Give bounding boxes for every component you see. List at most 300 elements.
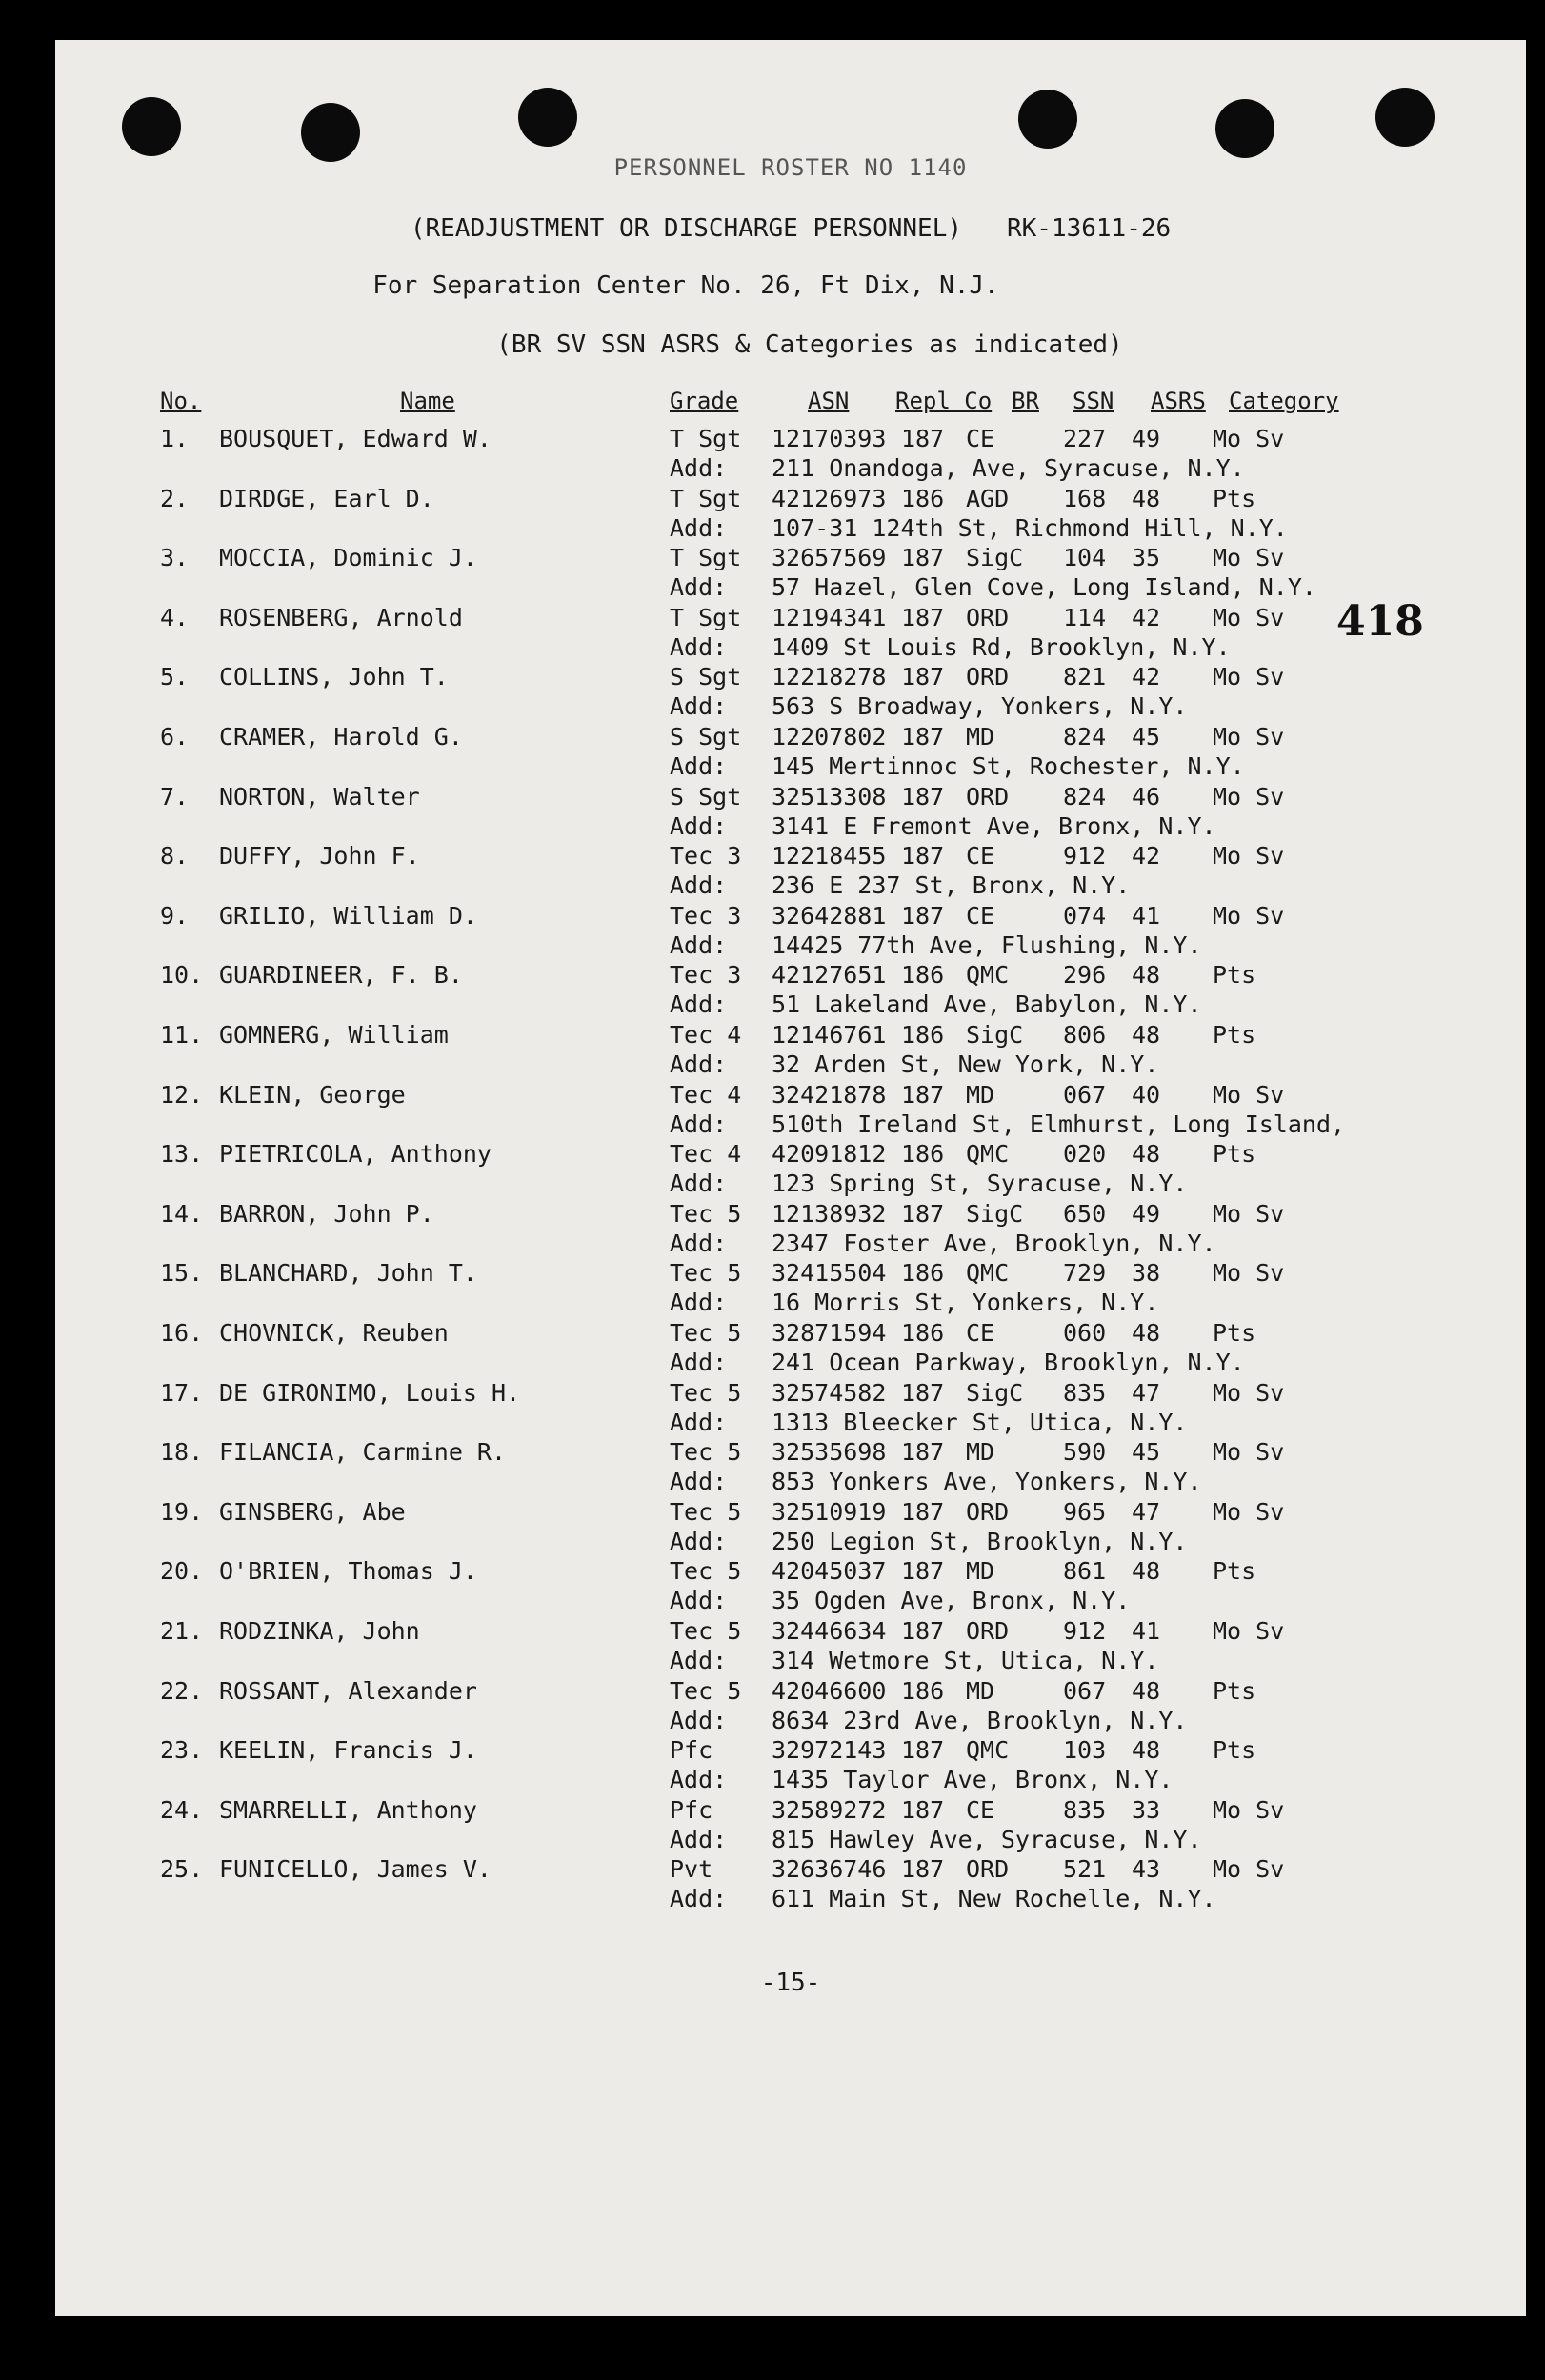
entry-asrs: 48 bbox=[1132, 1557, 1161, 1586]
entry-repl-co: 187 bbox=[901, 663, 945, 691]
entry-branch: CE bbox=[966, 1795, 995, 1824]
entry-address-label: Add: bbox=[670, 1050, 728, 1078]
entry-category: Mo Sv bbox=[1213, 1378, 1285, 1407]
entry-asn: 32510919 bbox=[772, 1497, 887, 1526]
entry-repl-co: 187 bbox=[901, 782, 945, 810]
entry-asrs: 48 bbox=[1132, 961, 1161, 990]
entry-address-label: Add: bbox=[670, 1766, 728, 1794]
list-item bbox=[55, 1199, 1526, 1258]
entry-repl-co: 187 bbox=[901, 1736, 945, 1765]
entry-asn: 32657569 bbox=[772, 544, 887, 572]
entry-repl-co: 187 bbox=[901, 1080, 945, 1109]
list-item bbox=[55, 603, 1526, 662]
entry-branch: CE bbox=[966, 1319, 995, 1347]
entry-address: 1313 Bleecker St, Utica, N.Y. bbox=[772, 1408, 1188, 1436]
entry-category: Pts bbox=[1213, 1676, 1256, 1705]
entry-asn: 32535698 bbox=[772, 1438, 887, 1467]
entry-number: 9. bbox=[160, 901, 190, 930]
entry-number: 21. bbox=[160, 1617, 204, 1645]
punch-hole bbox=[518, 88, 577, 147]
entry-grade: Tec 5 bbox=[670, 1378, 742, 1407]
entry-ssn: 020 bbox=[1063, 1140, 1107, 1169]
entry-asn: 42091812 bbox=[772, 1140, 887, 1169]
entry-ssn: 965 bbox=[1063, 1497, 1107, 1526]
entry-address: 145 Mertinnoc St, Rochester, N.Y. bbox=[772, 752, 1245, 780]
entry-asrs: 35 bbox=[1132, 544, 1161, 572]
entry-category: Mo Sv bbox=[1213, 1438, 1285, 1467]
roster-page bbox=[55, 40, 1526, 2316]
entry-number: 1. bbox=[160, 425, 190, 452]
entry-branch: SigC bbox=[966, 1199, 1024, 1228]
entry-ssn: 835 bbox=[1063, 1795, 1107, 1824]
entry-grade: Tec 4 bbox=[670, 1140, 742, 1169]
entry-address: 51 Lakeland Ave, Babylon, N.Y. bbox=[772, 990, 1202, 1019]
entry-name: CRAMER, Harold G. bbox=[219, 723, 463, 750]
entry-number: 10. bbox=[160, 961, 204, 990]
entry-repl-co: 187 bbox=[901, 544, 945, 572]
entry-name: CHOVNICK, Reuben bbox=[219, 1319, 449, 1347]
entry-branch: ORD bbox=[966, 1855, 1010, 1884]
list-item bbox=[55, 543, 1526, 602]
col-asrs: ASRS bbox=[1151, 388, 1206, 414]
entry-address-label: Add: bbox=[670, 1349, 728, 1376]
entry-asn: 12218455 bbox=[772, 842, 887, 870]
entry-asn: 12194341 bbox=[772, 603, 887, 631]
entry-name: BARRON, John P. bbox=[219, 1199, 434, 1228]
entry-address: 236 E 237 St, Bronx, N.Y. bbox=[772, 871, 1131, 900]
entry-grade: Tec 5 bbox=[670, 1199, 742, 1228]
entry-repl-co: 186 bbox=[901, 1140, 945, 1169]
entry-address: 853 Yonkers Ave, Yonkers, N.Y. bbox=[772, 1468, 1202, 1496]
entry-asrs: 49 bbox=[1132, 425, 1161, 452]
entry-branch: SigC bbox=[966, 544, 1024, 572]
entry-grade: S Sgt bbox=[670, 663, 742, 691]
entry-number: 14. bbox=[160, 1199, 204, 1228]
entry-ssn: 168 bbox=[1063, 484, 1107, 512]
entry-category: Mo Sv bbox=[1213, 544, 1285, 572]
entry-grade: Tec 5 bbox=[670, 1676, 742, 1705]
entry-address: 32 Arden St, New York, N.Y. bbox=[772, 1050, 1159, 1078]
entry-address-label: Add: bbox=[670, 1587, 728, 1615]
entry-number: 5. bbox=[160, 663, 190, 691]
stamp-number: 418 bbox=[1336, 597, 1424, 646]
entry-asrs: 45 bbox=[1132, 723, 1161, 750]
entry-branch: ORD bbox=[966, 663, 1010, 691]
entry-name: COLLINS, John T. bbox=[219, 663, 449, 691]
entry-number: 18. bbox=[160, 1438, 204, 1467]
entry-asrs: 41 bbox=[1132, 1617, 1161, 1645]
entry-repl-co: 187 bbox=[901, 425, 945, 452]
entry-address: 314 Wetmore St, Utica, N.Y. bbox=[772, 1647, 1159, 1674]
entry-branch: ORD bbox=[966, 1617, 1010, 1645]
list-item bbox=[55, 1854, 1526, 1913]
list-item bbox=[55, 1139, 1526, 1198]
entry-ssn: 824 bbox=[1063, 723, 1107, 750]
entry-category: Mo Sv bbox=[1213, 1617, 1285, 1645]
entry-category: Mo Sv bbox=[1213, 603, 1285, 631]
entry-repl-co: 187 bbox=[901, 1557, 945, 1586]
entry-grade: Tec 3 bbox=[670, 842, 742, 870]
col-name: Name bbox=[400, 388, 455, 414]
list-item bbox=[55, 841, 1526, 900]
entry-branch: MD bbox=[966, 1080, 995, 1109]
entry-ssn: 060 bbox=[1063, 1319, 1107, 1347]
entry-address-label: Add: bbox=[670, 1468, 728, 1496]
entry-name: GOMNERG, William bbox=[219, 1021, 449, 1049]
entry-category: Pts bbox=[1213, 1736, 1256, 1765]
list-item bbox=[55, 424, 1526, 483]
entry-category: Mo Sv bbox=[1213, 425, 1285, 452]
col-ssn: SSN bbox=[1073, 388, 1114, 414]
entry-asrs: 48 bbox=[1132, 1140, 1161, 1169]
entry-name: GUARDINEER, F. B. bbox=[219, 961, 463, 990]
subtitle-line bbox=[55, 214, 1526, 243]
entry-number: 23. bbox=[160, 1736, 204, 1765]
entry-name: DUFFY, John F. bbox=[219, 842, 420, 870]
entry-branch: MD bbox=[966, 1438, 995, 1467]
entry-repl-co: 187 bbox=[901, 1199, 945, 1228]
entry-grade: Pfc bbox=[670, 1795, 713, 1824]
entry-asn: 32589272 bbox=[772, 1795, 887, 1824]
entry-asrs: 42 bbox=[1132, 603, 1161, 631]
entry-grade: Tec 5 bbox=[670, 1319, 742, 1347]
entry-branch: QMC bbox=[966, 1140, 1010, 1169]
entry-name: RODZINKA, John bbox=[219, 1617, 420, 1645]
entry-asn: 42127651 bbox=[772, 961, 887, 990]
entry-ssn: 104 bbox=[1063, 544, 1107, 572]
list-item bbox=[55, 782, 1526, 841]
entry-category: Mo Sv bbox=[1213, 663, 1285, 691]
roster-code: RK-13611-26 bbox=[1006, 214, 1172, 243]
entry-branch: AGD bbox=[966, 484, 1010, 512]
entry-ssn: 103 bbox=[1063, 1736, 1107, 1765]
list-item bbox=[55, 1497, 1526, 1556]
entry-address-label: Add: bbox=[670, 1885, 728, 1913]
entry-asn: 32574582 bbox=[772, 1378, 887, 1407]
entry-asn: 32513308 bbox=[772, 782, 887, 810]
entry-category: Mo Sv bbox=[1213, 1855, 1285, 1884]
entry-repl-co: 187 bbox=[901, 1795, 945, 1824]
entry-number: 15. bbox=[160, 1259, 204, 1288]
entry-ssn: 521 bbox=[1063, 1855, 1107, 1884]
entry-address-label: Add: bbox=[670, 1110, 728, 1138]
entry-number: 8. bbox=[160, 842, 190, 870]
col-br: BR bbox=[1012, 388, 1039, 414]
entry-asrs: 48 bbox=[1132, 1676, 1161, 1705]
entry-address: 241 Ocean Parkway, Brooklyn, N.Y. bbox=[772, 1349, 1245, 1376]
entry-address: 16 Morris St, Yonkers, N.Y. bbox=[772, 1289, 1159, 1317]
entry-category: Pts bbox=[1213, 1140, 1256, 1169]
entry-asn: 32871594 bbox=[772, 1319, 887, 1347]
entry-ssn: 835 bbox=[1063, 1378, 1107, 1407]
entry-category: Mo Sv bbox=[1213, 723, 1285, 750]
entry-address-label: Add: bbox=[670, 1170, 728, 1198]
entry-asn: 32636746 bbox=[772, 1855, 887, 1884]
entry-branch: CE bbox=[966, 425, 995, 452]
entry-number: 20. bbox=[160, 1557, 204, 1586]
entry-branch: CE bbox=[966, 901, 995, 930]
entry-ssn: 861 bbox=[1063, 1557, 1107, 1586]
entry-asrs: 38 bbox=[1132, 1259, 1161, 1288]
entry-grade: Tec 5 bbox=[670, 1617, 742, 1645]
entry-asn: 32415504 bbox=[772, 1259, 887, 1288]
entry-asn: 12146761 bbox=[772, 1021, 887, 1049]
entry-address-label: Add: bbox=[670, 752, 728, 780]
entry-repl-co: 187 bbox=[901, 901, 945, 930]
entry-address-label: Add: bbox=[670, 1825, 728, 1853]
entry-name: BOUSQUET, Edward W. bbox=[219, 425, 492, 452]
entry-asrs: 47 bbox=[1132, 1378, 1161, 1407]
entry-asrs: 46 bbox=[1132, 782, 1161, 810]
entry-address-label: Add: bbox=[670, 1229, 728, 1257]
entry-address: 2347 Foster Ave, Brooklyn, N.Y. bbox=[772, 1229, 1216, 1257]
entry-repl-co: 187 bbox=[901, 603, 945, 631]
entry-asn: 32642881 bbox=[772, 901, 887, 930]
entry-address-label: Add: bbox=[670, 990, 728, 1019]
list-item bbox=[55, 722, 1526, 781]
list-item bbox=[55, 1676, 1526, 1735]
page-number: -15- bbox=[760, 1969, 821, 1997]
entry-name: O'BRIEN, Thomas J. bbox=[219, 1557, 477, 1586]
entry-ssn: 806 bbox=[1063, 1021, 1107, 1049]
col-no: No. bbox=[160, 388, 202, 414]
entry-grade: T Sgt bbox=[670, 544, 742, 572]
entry-asrs: 48 bbox=[1132, 1021, 1161, 1049]
entry-branch: ORD bbox=[966, 603, 1010, 631]
entry-grade: Tec 5 bbox=[670, 1438, 742, 1467]
entry-branch: MD bbox=[966, 1557, 995, 1586]
entry-repl-co: 186 bbox=[901, 1259, 945, 1288]
entry-asrs: 48 bbox=[1132, 1736, 1161, 1765]
entry-grade: Pvt bbox=[670, 1855, 713, 1884]
entry-ssn: 650 bbox=[1063, 1199, 1107, 1228]
entry-name: NORTON, Walter bbox=[219, 782, 420, 810]
entry-asrs: 40 bbox=[1132, 1080, 1161, 1109]
list-item bbox=[55, 1318, 1526, 1377]
list-item bbox=[55, 1735, 1526, 1794]
list-item bbox=[55, 1020, 1526, 1079]
entry-ssn: 067 bbox=[1063, 1676, 1107, 1705]
entry-grade: Tec 5 bbox=[670, 1497, 742, 1526]
entry-repl-co: 186 bbox=[901, 961, 945, 990]
entry-number: 4. bbox=[160, 603, 190, 631]
entry-grade: Tec 3 bbox=[670, 901, 742, 930]
entry-ssn: 912 bbox=[1063, 1617, 1107, 1645]
entry-asrs: 33 bbox=[1132, 1795, 1161, 1824]
entry-repl-co: 187 bbox=[901, 1497, 945, 1526]
entry-address-label: Add: bbox=[670, 1527, 728, 1555]
entry-branch: QMC bbox=[966, 1736, 1010, 1765]
entry-address: 1409 St Louis Rd, Brooklyn, N.Y. bbox=[772, 632, 1231, 661]
entry-category: Mo Sv bbox=[1213, 1259, 1285, 1288]
entry-address: 510th Ireland St, Elmhurst, Long Island, bbox=[772, 1110, 1346, 1138]
list-item bbox=[55, 1795, 1526, 1854]
entry-grade: Tec 5 bbox=[670, 1259, 742, 1288]
entry-asn: 42045037 bbox=[772, 1557, 887, 1586]
entry-address: 250 Legion St, Brooklyn, N.Y. bbox=[772, 1527, 1188, 1555]
entry-category: Mo Sv bbox=[1213, 1199, 1285, 1228]
list-item bbox=[55, 1437, 1526, 1496]
punch-hole bbox=[122, 97, 181, 156]
entry-grade: S Sgt bbox=[670, 723, 742, 750]
entry-address: 14425 77th Ave, Flushing, N.Y. bbox=[772, 930, 1202, 959]
list-item bbox=[55, 484, 1526, 543]
entry-ssn: 067 bbox=[1063, 1080, 1107, 1109]
entry-number: 13. bbox=[160, 1140, 204, 1169]
entry-name: GRILIO, William D. bbox=[219, 901, 477, 930]
categories-note: (BR SV SSN ASRS & Categories as indicated) bbox=[496, 330, 1123, 359]
entry-address: 123 Spring St, Syracuse, N.Y. bbox=[772, 1170, 1188, 1198]
entry-name: ROSENBERG, Arnold bbox=[219, 603, 463, 631]
entry-address-label: Add: bbox=[670, 871, 728, 900]
entry-address: 815 Hawley Ave, Syracuse, N.Y. bbox=[772, 1825, 1202, 1853]
entry-name: PIETRICOLA, Anthony bbox=[219, 1140, 492, 1169]
col-asn: ASN bbox=[808, 388, 850, 414]
entry-address-label: Add: bbox=[670, 1289, 728, 1317]
entry-grade: T Sgt bbox=[670, 484, 742, 512]
list-item bbox=[55, 1080, 1526, 1139]
entry-asrs: 43 bbox=[1132, 1855, 1161, 1884]
entry-grade: Tec 5 bbox=[670, 1557, 742, 1586]
entry-ssn: 227 bbox=[1063, 425, 1107, 452]
entry-number: 22. bbox=[160, 1676, 204, 1705]
entry-asn: 32972143 bbox=[772, 1736, 887, 1765]
list-item bbox=[55, 1378, 1526, 1437]
entry-asrs: 42 bbox=[1132, 842, 1161, 870]
entry-grade: T Sgt bbox=[670, 603, 742, 631]
entry-address-label: Add: bbox=[670, 513, 728, 542]
entry-asn: 42046600 bbox=[772, 1676, 887, 1705]
entry-asrs: 47 bbox=[1132, 1497, 1161, 1526]
entry-name: DE GIRONIMO, Louis H. bbox=[219, 1378, 521, 1407]
entry-asrs: 49 bbox=[1132, 1199, 1161, 1228]
entry-grade: Tec 3 bbox=[670, 961, 742, 990]
entry-address: 611 Main St, New Rochelle, N.Y. bbox=[772, 1885, 1216, 1913]
entry-ssn: 074 bbox=[1063, 901, 1107, 930]
entry-category: Mo Sv bbox=[1213, 1497, 1285, 1526]
entry-branch: MD bbox=[966, 723, 995, 750]
entry-grade: Tec 4 bbox=[670, 1021, 742, 1049]
entry-grade: T Sgt bbox=[670, 425, 742, 452]
entry-asrs: 42 bbox=[1132, 663, 1161, 691]
entry-address: 35 Ogden Ave, Bronx, N.Y. bbox=[772, 1587, 1131, 1615]
entry-ssn: 824 bbox=[1063, 782, 1107, 810]
entry-asrs: 45 bbox=[1132, 1438, 1161, 1467]
entry-category: Mo Sv bbox=[1213, 842, 1285, 870]
entry-category: Mo Sv bbox=[1213, 901, 1285, 930]
entry-ssn: 296 bbox=[1063, 961, 1107, 990]
punch-hole bbox=[1018, 90, 1077, 149]
entry-repl-co: 186 bbox=[901, 1319, 945, 1347]
list-item bbox=[55, 960, 1526, 1019]
entry-category: Pts bbox=[1213, 1021, 1256, 1049]
entry-asn: 12207802 bbox=[772, 723, 887, 750]
entry-name: BLANCHARD, John T. bbox=[219, 1259, 477, 1288]
entry-number: 6. bbox=[160, 723, 190, 750]
entry-repl-co: 187 bbox=[901, 1378, 945, 1407]
list-item bbox=[55, 1258, 1526, 1317]
entry-address-label: Add: bbox=[670, 1706, 728, 1734]
list-item bbox=[55, 662, 1526, 721]
entry-asrs: 48 bbox=[1132, 1319, 1161, 1347]
entry-number: 16. bbox=[160, 1319, 204, 1347]
entry-address-label: Add: bbox=[670, 454, 728, 482]
entry-repl-co: 187 bbox=[901, 1438, 945, 1467]
entry-address: 57 Hazel, Glen Cove, Long Island, N.Y. bbox=[772, 573, 1316, 602]
entry-address-label: Add: bbox=[670, 1647, 728, 1674]
entry-asn: 32421878 bbox=[772, 1080, 887, 1109]
entry-address-label: Add: bbox=[670, 930, 728, 959]
subtitle: (READJUSTMENT OR DISCHARGE PERSONNEL) bbox=[410, 214, 963, 243]
entry-address: 563 S Broadway, Yonkers, N.Y. bbox=[772, 692, 1188, 721]
entry-repl-co: 187 bbox=[901, 842, 945, 870]
entry-number: 17. bbox=[160, 1378, 204, 1407]
entry-address: 8634 23rd Ave, Brooklyn, N.Y. bbox=[772, 1706, 1188, 1734]
entry-grade: S Sgt bbox=[670, 782, 742, 810]
punch-hole bbox=[301, 103, 360, 162]
entry-category: Mo Sv bbox=[1213, 782, 1285, 810]
entry-repl-co: 187 bbox=[901, 1617, 945, 1645]
entry-ssn: 912 bbox=[1063, 842, 1107, 870]
entry-branch: SigC bbox=[966, 1021, 1024, 1049]
entry-address-label: Add: bbox=[670, 573, 728, 602]
entry-address: 1435 Taylor Ave, Bronx, N.Y. bbox=[772, 1766, 1174, 1794]
entry-ssn: 821 bbox=[1063, 663, 1107, 691]
entry-name: DIRDGE, Earl D. bbox=[219, 484, 434, 512]
entry-name: SMARRELLI, Anthony bbox=[219, 1795, 477, 1824]
entry-address: 3141 E Fremont Ave, Bronx, N.Y. bbox=[772, 811, 1216, 840]
entry-category: Mo Sv bbox=[1213, 1795, 1285, 1824]
entry-branch: QMC bbox=[966, 1259, 1010, 1288]
entry-branch: ORD bbox=[966, 1497, 1010, 1526]
entry-number: 25. bbox=[160, 1855, 204, 1884]
entry-name: FUNICELLO, James V. bbox=[219, 1855, 492, 1884]
roster-title: PERSONNEL ROSTER NO 1140 bbox=[613, 154, 968, 181]
entry-branch: MD bbox=[966, 1676, 995, 1705]
entry-name: KLEIN, George bbox=[219, 1080, 406, 1109]
punch-hole bbox=[1375, 88, 1435, 147]
entry-branch: CE bbox=[966, 842, 995, 870]
list-item bbox=[55, 1616, 1526, 1675]
entry-number: 12. bbox=[160, 1080, 204, 1109]
entry-asn: 42126973 bbox=[772, 484, 887, 512]
entry-number: 11. bbox=[160, 1021, 204, 1049]
entry-asn: 12138932 bbox=[772, 1199, 887, 1228]
entry-ssn: 590 bbox=[1063, 1438, 1107, 1467]
entry-asn: 12218278 bbox=[772, 663, 887, 691]
entry-number: 7. bbox=[160, 782, 190, 810]
col-repl: Repl Co bbox=[895, 388, 993, 414]
entry-category: Pts bbox=[1213, 961, 1256, 990]
entry-category: Pts bbox=[1213, 1557, 1256, 1586]
entry-grade: Pfc bbox=[670, 1736, 713, 1765]
entry-asn: 12170393 bbox=[772, 425, 887, 452]
entry-ssn: 729 bbox=[1063, 1259, 1107, 1288]
entry-repl-co: 187 bbox=[901, 723, 945, 750]
entry-asrs: 48 bbox=[1132, 484, 1161, 512]
entry-name: ROSSANT, Alexander bbox=[219, 1676, 477, 1705]
entry-number: 24. bbox=[160, 1795, 204, 1824]
entry-grade: Tec 4 bbox=[670, 1080, 742, 1109]
entry-address: 107-31 124th St, Richmond Hill, N.Y. bbox=[772, 513, 1288, 542]
entry-name: MOCCIA, Dominic J. bbox=[219, 544, 477, 572]
entry-category: Pts bbox=[1213, 484, 1256, 512]
entry-ssn: 114 bbox=[1063, 603, 1107, 631]
entry-repl-co: 186 bbox=[901, 1676, 945, 1705]
entry-branch: QMC bbox=[966, 961, 1010, 990]
entry-name: KEELIN, Francis J. bbox=[219, 1736, 477, 1765]
entry-repl-co: 186 bbox=[901, 484, 945, 512]
